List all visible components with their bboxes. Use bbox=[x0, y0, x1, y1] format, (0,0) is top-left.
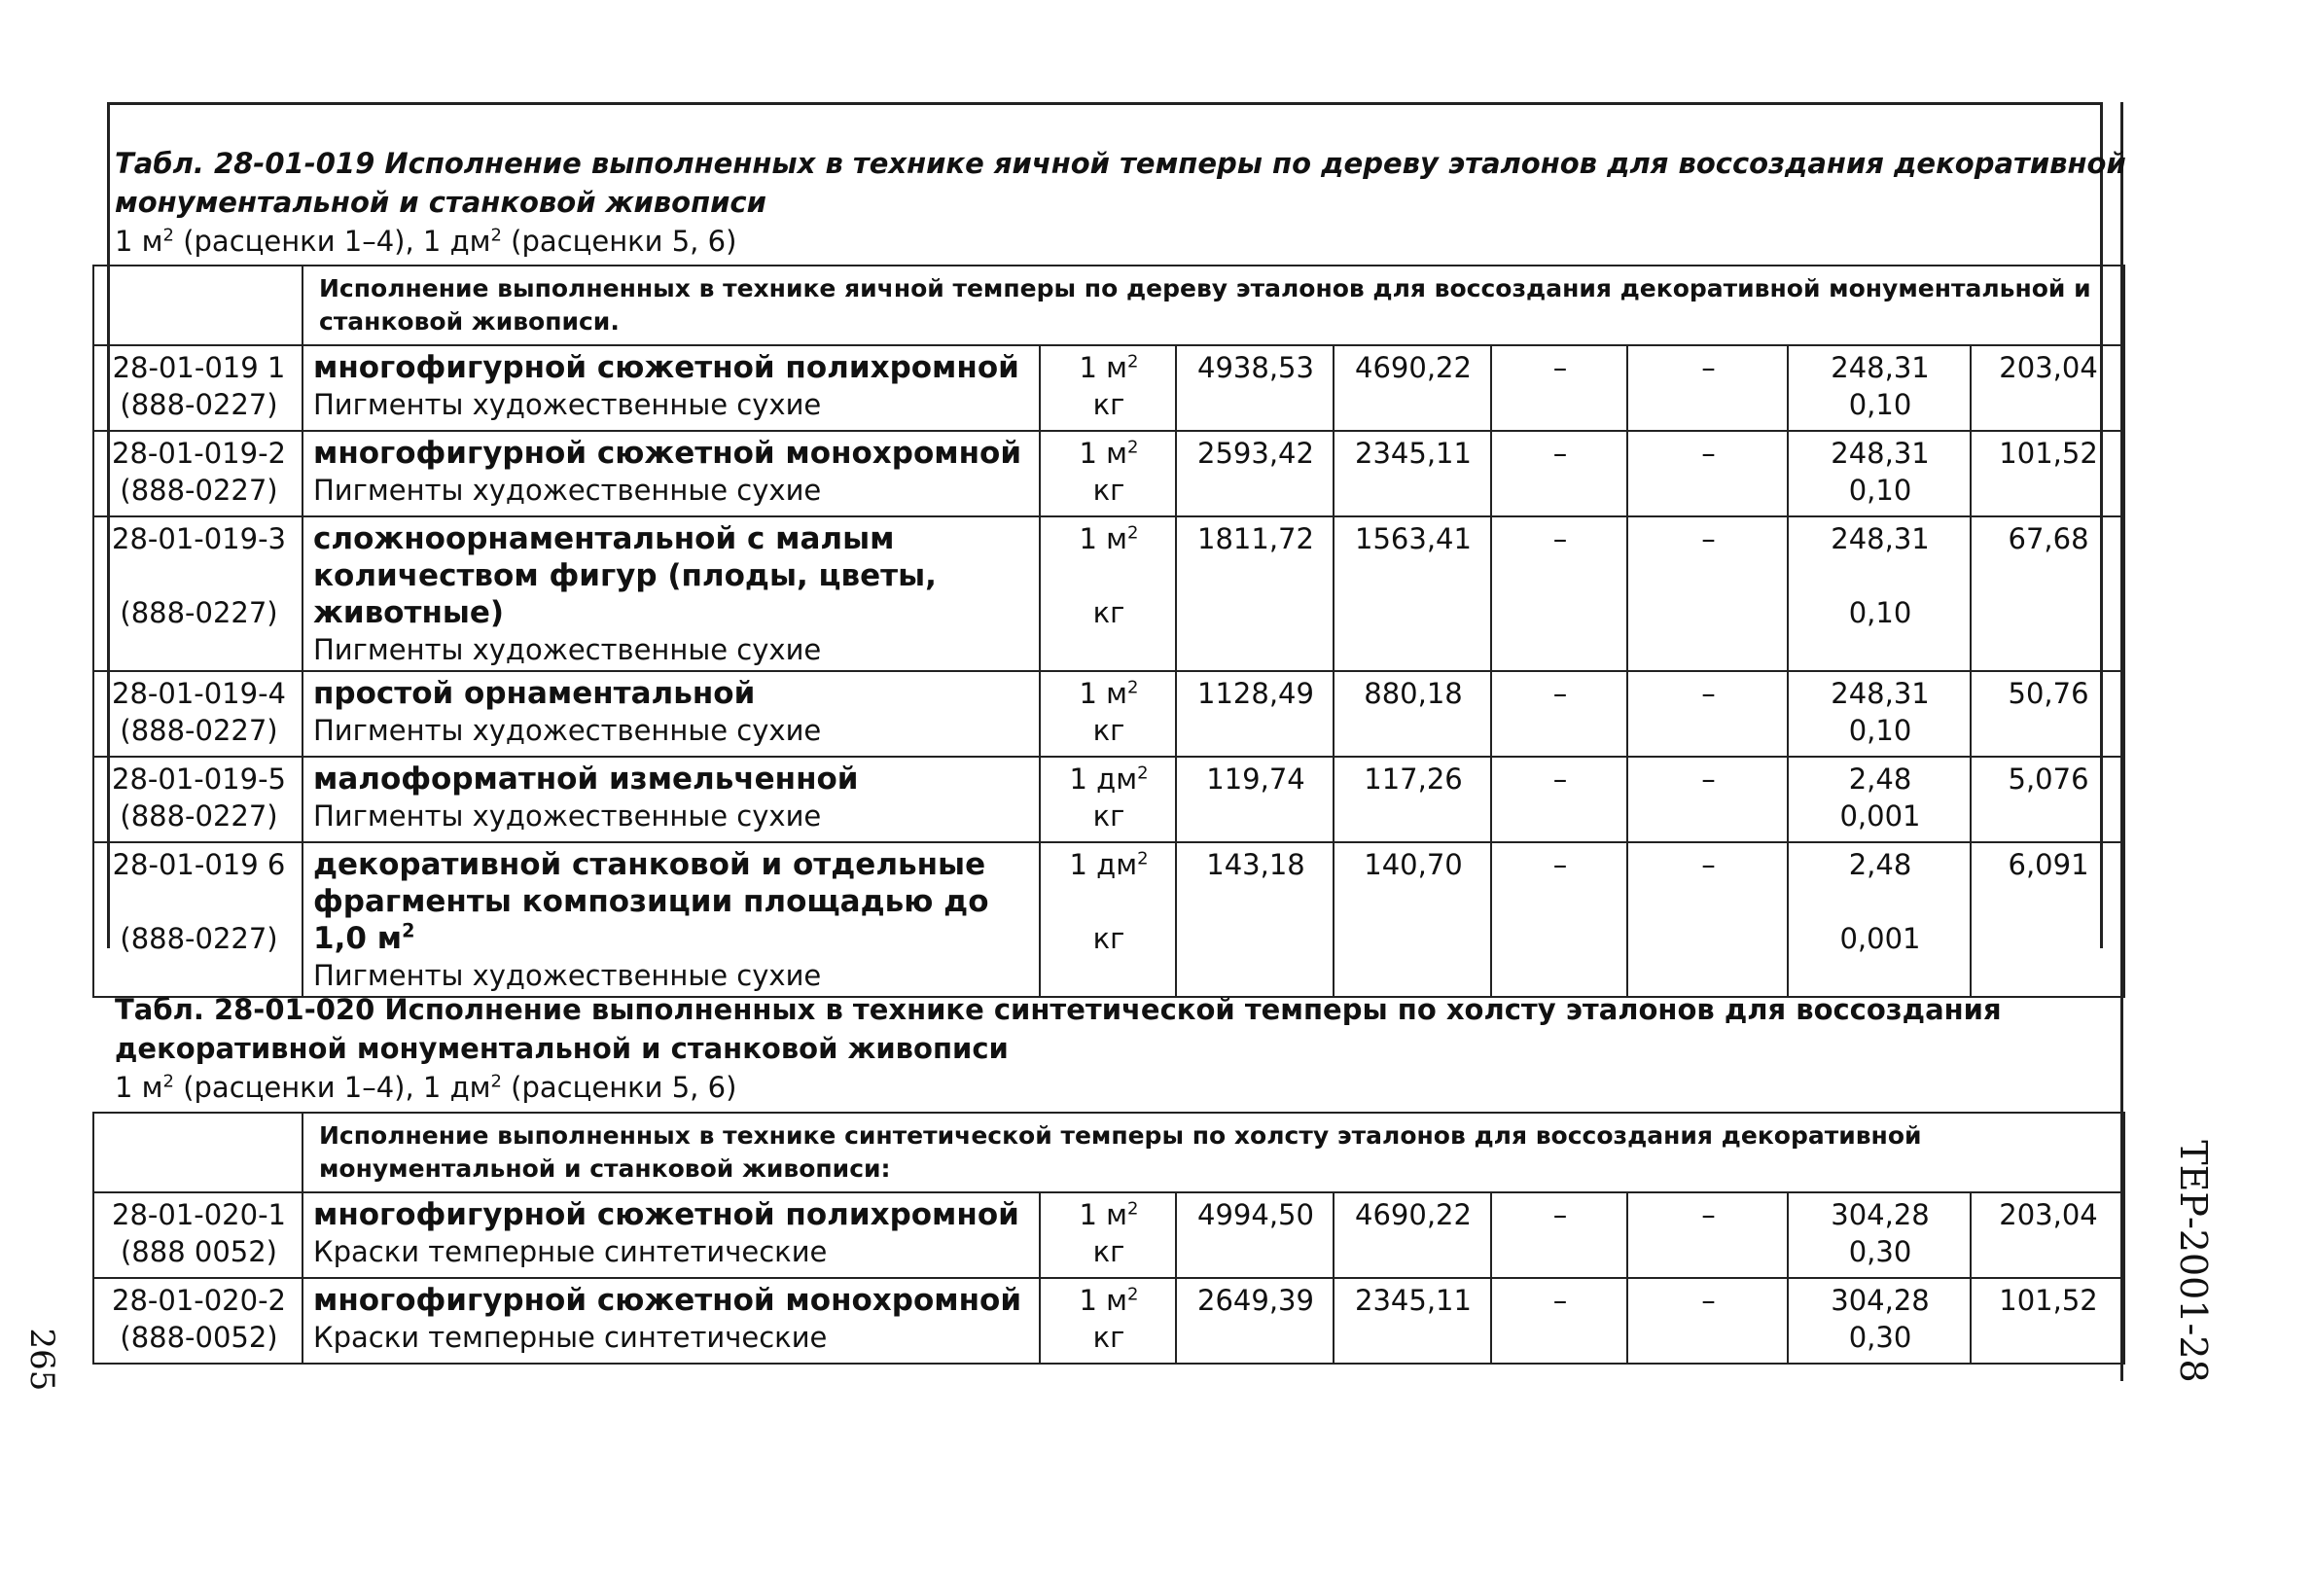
caption-units: 1 $м^2$ (расценки 1–4), 1 $дм^2$ (расценки 5, 6) bbox=[115, 1071, 737, 1104]
total-cost: 119,74 bbox=[1176, 757, 1334, 842]
machine-cost: – bbox=[1491, 1192, 1627, 1278]
rate-code: 28-01-019 6 (888-0227) bbox=[93, 842, 302, 997]
labor-hours: 203,04 bbox=[1971, 1192, 2124, 1278]
total-cost: 143,18 bbox=[1176, 842, 1334, 997]
machine-cost: – bbox=[1491, 757, 1627, 842]
labor-hours: 101,52 bbox=[1971, 431, 2124, 516]
total-cost: 1128,49 bbox=[1176, 671, 1334, 757]
rate-code: 28-01-019-2 (888-0227) bbox=[93, 431, 302, 516]
unit-cell: 1 $м^2$ кг bbox=[1040, 1192, 1176, 1278]
material-cost: 248,31 0,10 bbox=[1788, 345, 1971, 431]
table-row bbox=[93, 431, 2124, 516]
rate-code: 28-01-019 1 (888-0227) bbox=[93, 345, 302, 431]
labor-cost: 880,18 bbox=[1334, 671, 1491, 757]
material-cost: 304,28 0,30 bbox=[1788, 1278, 1971, 1364]
rate-description: многофигурной сюжетной полихромной Краски темперные синтетические bbox=[302, 1192, 1040, 1278]
unit-cell: 1 $дм^2$ кг bbox=[1040, 757, 1176, 842]
labor-cost: 4690,22 bbox=[1334, 345, 1491, 431]
table-row bbox=[93, 671, 2124, 757]
machine-cost: – bbox=[1491, 671, 1627, 757]
table-caption-019 bbox=[115, 144, 2138, 261]
labor-hours: 5,076 bbox=[1971, 757, 2124, 842]
labor-hours: 203,04 bbox=[1971, 345, 2124, 431]
section-header: Исполнение выполненных в технике яичной темперы по дереву эталонов для воссоздания декоративной монументальной и станковой живописи. bbox=[302, 266, 2124, 345]
total-cost: 2649,39 bbox=[1176, 1278, 1334, 1364]
labor-cost: 140,70 bbox=[1334, 842, 1491, 997]
material-cost: 304,28 0,30 bbox=[1788, 1192, 1971, 1278]
table-header-row bbox=[93, 1113, 2124, 1192]
rate-description: многофигурной сюжетной монохромной Пигменты художественные сухие bbox=[302, 431, 1040, 516]
material-cost: 2,48 0,001 bbox=[1788, 757, 1971, 842]
table-row bbox=[93, 842, 2124, 997]
total-cost: 1811,72 bbox=[1176, 516, 1334, 671]
rate-description: сложноорнаментальной с малым количеством фигур (плоды, цветы, животные) Пигменты художественные сухие bbox=[302, 516, 1040, 671]
labor-cost: 117,26 bbox=[1334, 757, 1491, 842]
rate-code: 28-01-019-5 (888-0227) bbox=[93, 757, 302, 842]
labor-hours: 50,76 bbox=[1971, 671, 2124, 757]
machine-cost: – bbox=[1491, 516, 1627, 671]
rates-table-020 bbox=[92, 1112, 2125, 1365]
rate-description: многофигурной сюжетной монохромной Краски темперные синтетические bbox=[302, 1278, 1040, 1364]
rate-description: декоративной станковой и отдельные фрагменты композиции площадью до 1,0 $м^2$ Пигменты художественные сухие bbox=[302, 842, 1040, 997]
table-row bbox=[93, 1278, 2124, 1364]
document-code: ТЕР-2001-28 bbox=[2172, 1140, 2215, 1383]
caption-title: Табл. 28-01-020 Исполнение выполненных в технике синтетической темперы по холсту эталонов для воссоздания декоративной монументальной и станковой живописи bbox=[115, 993, 2002, 1065]
machine-cost: – bbox=[1491, 842, 1627, 997]
rate-code: 28-01-019-4 (888-0227) bbox=[93, 671, 302, 757]
operator-cost: – bbox=[1627, 842, 1788, 997]
machine-cost: – bbox=[1491, 1278, 1627, 1364]
page-number: 265 bbox=[22, 1328, 61, 1392]
rate-code: 28-01-020-1 (888 0052) bbox=[93, 1192, 302, 1278]
operator-cost: – bbox=[1627, 431, 1788, 516]
unit-cell: 1 $м^2$ кг bbox=[1040, 671, 1176, 757]
rate-description: простой орнаментальной Пигменты художественные сухие bbox=[302, 671, 1040, 757]
labor-cost: 1563,41 bbox=[1334, 516, 1491, 671]
table-row bbox=[93, 1192, 2124, 1278]
table-row bbox=[93, 757, 2124, 842]
table-caption-020 bbox=[115, 990, 2138, 1107]
rates-table-019 bbox=[92, 265, 2125, 998]
material-cost: 248,31 0,10 bbox=[1788, 431, 1971, 516]
machine-cost: – bbox=[1491, 345, 1627, 431]
rate-description: малоформатной измельченной Пигменты художественные сухие bbox=[302, 757, 1040, 842]
operator-cost: – bbox=[1627, 671, 1788, 757]
rate-code: 28-01-020-2 (888-0052) bbox=[93, 1278, 302, 1364]
rate-description: многофигурной сюжетной полихромной Пигменты художественные сухие bbox=[302, 345, 1040, 431]
operator-cost: – bbox=[1627, 1278, 1788, 1364]
labor-hours: 6,091 bbox=[1971, 842, 2124, 997]
unit-cell: 1 $м^2$ кг bbox=[1040, 1278, 1176, 1364]
material-cost: 248,31 0,10 bbox=[1788, 671, 1971, 757]
labor-hours: 101,52 bbox=[1971, 1278, 2124, 1364]
operator-cost: – bbox=[1627, 757, 1788, 842]
caption-title: Табл. 28-01-019 Исполнение выполненных в технике яичной темперы по дереву эталонов для воссоздания декоративной монументальной и станковой живописи bbox=[115, 147, 2126, 219]
machine-cost: – bbox=[1491, 431, 1627, 516]
unit-cell: 1 $м^2$ кг bbox=[1040, 516, 1176, 671]
labor-cost: 2345,11 bbox=[1334, 431, 1491, 516]
table-frame-top bbox=[107, 102, 2103, 105]
labor-cost: 4690,22 bbox=[1334, 1192, 1491, 1278]
caption-units: 1 $м^2$ (расценки 1–4), 1 $дм^2$ (расценки 5, 6) bbox=[115, 225, 737, 258]
unit-cell: 1 $м^2$ кг bbox=[1040, 345, 1176, 431]
section-header: Исполнение выполненных в технике синтетической темперы по холсту эталонов для воссоздания декоративной монументальной и станковой живописи: bbox=[302, 1113, 2124, 1192]
material-cost: 248,31 0,10 bbox=[1788, 516, 1971, 671]
unit-cell: 1 $м^2$ кг bbox=[1040, 431, 1176, 516]
operator-cost: – bbox=[1627, 345, 1788, 431]
total-cost: 2593,42 bbox=[1176, 431, 1334, 516]
material-cost: 2,48 0,001 bbox=[1788, 842, 1971, 997]
labor-hours: 67,68 bbox=[1971, 516, 2124, 671]
labor-cost: 2345,11 bbox=[1334, 1278, 1491, 1364]
table-row bbox=[93, 345, 2124, 431]
table-row bbox=[93, 516, 2124, 671]
rate-code: 28-01-019-3 (888-0227) bbox=[93, 516, 302, 671]
total-cost: 4994,50 bbox=[1176, 1192, 1334, 1278]
total-cost: 4938,53 bbox=[1176, 345, 1334, 431]
operator-cost: – bbox=[1627, 1192, 1788, 1278]
operator-cost: – bbox=[1627, 516, 1788, 671]
table-header-row bbox=[93, 266, 2124, 345]
unit-cell: 1 $дм^2$ кг bbox=[1040, 842, 1176, 997]
